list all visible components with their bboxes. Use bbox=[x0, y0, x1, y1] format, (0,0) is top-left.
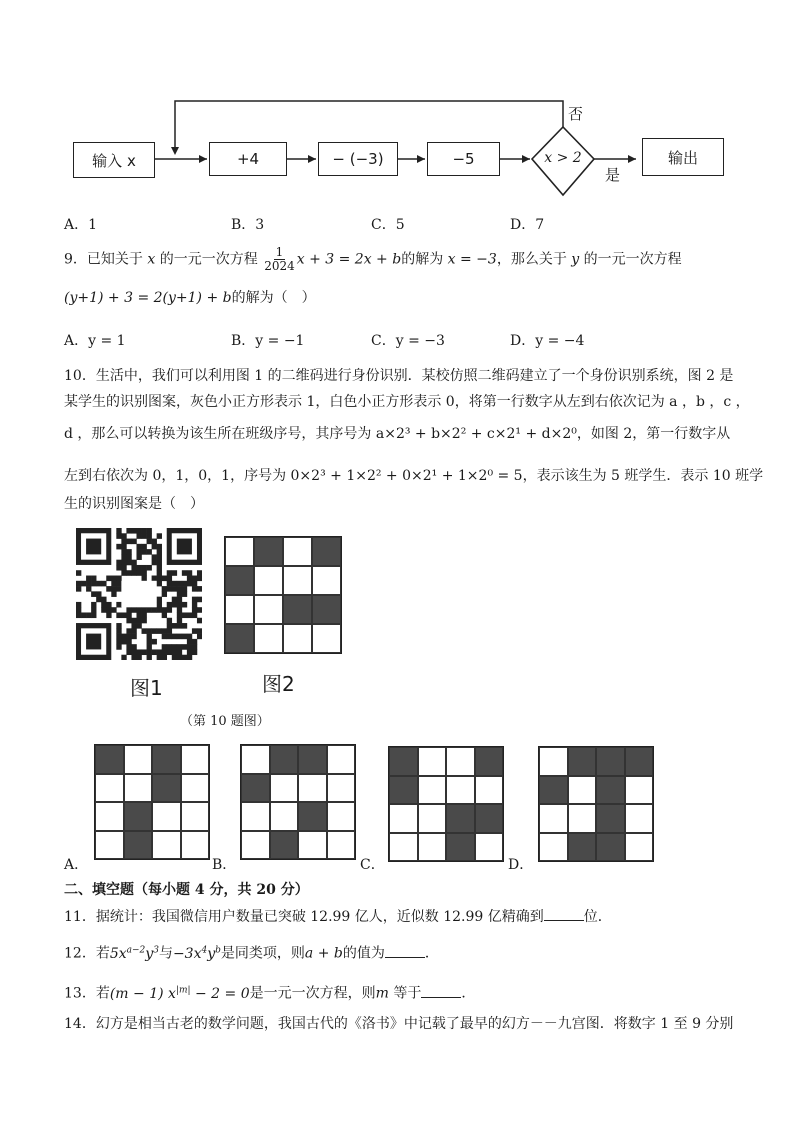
option-b-cell-white bbox=[327, 802, 356, 831]
option-c-cell-gray bbox=[389, 747, 418, 776]
option-d-cell-white bbox=[625, 804, 654, 833]
q10-line1: 10．生活中，我们可以利用图 1 的二维码进行身份识别．某校仿照二维码建立了一个身份识别系统，图 2 是 bbox=[64, 368, 734, 384]
q9-option-d[interactable]: D．y = −4 bbox=[510, 333, 585, 349]
fig-caption: （第 10 题图） bbox=[180, 714, 270, 729]
option-b-cell-white bbox=[298, 831, 327, 860]
fig2-cell-white bbox=[283, 624, 312, 653]
option-a-cell-white bbox=[124, 745, 153, 774]
q12: 12．若$5x^{a-2}y^3$与$-3x^4y^b$是同类项，则a + b的值为 ． bbox=[64, 940, 439, 964]
option-b-cell-white bbox=[270, 802, 299, 831]
option-d-cell-white bbox=[625, 776, 654, 805]
option-a-cell-gray bbox=[152, 774, 181, 803]
fig2-cell-white bbox=[254, 595, 283, 624]
fig2-pattern-grid bbox=[224, 536, 342, 654]
fig2-cell-white bbox=[283, 537, 312, 566]
fig2-cell-white bbox=[312, 566, 341, 595]
q9-option-c[interactable]: C．y = −3 bbox=[371, 333, 445, 349]
option-b-cell-white bbox=[241, 745, 270, 774]
q10-option-b-label[interactable]: B． bbox=[212, 857, 237, 873]
q8-option-d[interactable]: D．7 bbox=[510, 217, 545, 233]
option-d-cell-gray bbox=[568, 833, 597, 862]
option-d-cell-gray bbox=[625, 747, 654, 776]
option-b-cell-white bbox=[298, 774, 327, 803]
fig2-cell-white bbox=[225, 537, 254, 566]
option-c-cell-white bbox=[418, 833, 447, 862]
option-d-cell-gray bbox=[596, 776, 625, 805]
option-b-cell-white bbox=[241, 831, 270, 860]
flowchart-lines bbox=[0, 0, 794, 220]
option-d-cell-white bbox=[568, 776, 597, 805]
yes-label: 是 bbox=[605, 166, 621, 184]
q10-option-d-label[interactable]: D． bbox=[508, 857, 534, 873]
decision-condition: x > 2 bbox=[544, 150, 582, 166]
option-b-cell-gray bbox=[270, 831, 299, 860]
option-d-cell-gray bbox=[539, 776, 568, 805]
q8-option-a[interactable]: A．1 bbox=[64, 217, 98, 233]
option-a-cell-white bbox=[95, 774, 124, 803]
q10-line4: 左到右依次为 0，1，0，1，序号为 0×2³ + 1×2² + 0×2¹ + 1×2⁰ = 5，表示该生为 5 班学生．表示 10 班学 bbox=[64, 468, 764, 484]
option-c-cell-white bbox=[418, 776, 447, 805]
fig2-cell-white bbox=[254, 624, 283, 653]
no-label: 否 bbox=[568, 105, 584, 123]
option-c-cell-gray bbox=[446, 804, 475, 833]
fig2-label: 图2 bbox=[262, 672, 295, 696]
option-b-cell-gray bbox=[270, 745, 299, 774]
option-d-cell-white bbox=[568, 804, 597, 833]
fig2-cell-white bbox=[283, 566, 312, 595]
minus-neg-three-box: − (−3) bbox=[318, 142, 398, 176]
option-d-cell-gray bbox=[568, 747, 597, 776]
fig2-cell-white bbox=[312, 624, 341, 653]
option-d-cell-white bbox=[539, 747, 568, 776]
option-c-cell-white bbox=[446, 747, 475, 776]
option-b-cell-white bbox=[270, 774, 299, 803]
option-c-cell-white bbox=[418, 747, 447, 776]
q10-line2: 某学生的识别图案，灰色小正方形表示 1，白色小正方形表示 0，将第一行数字从左到右依次记为 a ，b ，c ， bbox=[64, 394, 750, 410]
option-c-cell-gray bbox=[475, 747, 504, 776]
option-a-cell-white bbox=[95, 802, 124, 831]
fig2-cell-gray bbox=[283, 595, 312, 624]
q8-option-b[interactable]: B．3 bbox=[231, 217, 265, 233]
fig2-cell-white bbox=[254, 566, 283, 595]
option-c-cell-white bbox=[389, 804, 418, 833]
q9-option-b[interactable]: B．y = −1 bbox=[231, 333, 305, 349]
option-a-cell-white bbox=[124, 774, 153, 803]
option-c-cell-white bbox=[475, 776, 504, 805]
q9-line1: 9．已知关于 x 的一元一次方程 $\frac{1}{2024}$ x + 3 = 2x + b的解为 x = −3，那么关于 y 的一元一次方程 bbox=[64, 245, 682, 273]
fig2-cell-gray bbox=[225, 566, 254, 595]
option-c-cell-white bbox=[389, 833, 418, 862]
fig1-label: 图1 bbox=[130, 676, 163, 700]
q11: 11．据统计：我国微信用户数量已突破 12.99 亿人，近似数 12.99 亿精确到 位． bbox=[64, 906, 612, 927]
option-a-cell-white bbox=[181, 774, 210, 803]
qr-code-figure bbox=[76, 528, 202, 660]
minus-five-box: −5 bbox=[427, 142, 500, 176]
option-b-cell-white bbox=[241, 802, 270, 831]
add-four-box: +4 bbox=[209, 142, 287, 176]
option-a-cell-gray bbox=[124, 802, 153, 831]
output-box: 输出 bbox=[642, 138, 724, 176]
option-d-cell-white bbox=[625, 833, 654, 862]
q8-option-c[interactable]: C．5 bbox=[371, 217, 405, 233]
q9-fraction: $\frac{1}{2024}$ bbox=[264, 245, 295, 273]
option-c-cell-gray bbox=[446, 833, 475, 862]
option-a-cell-white bbox=[181, 831, 210, 860]
option-a-cell-gray bbox=[95, 745, 124, 774]
option-b-cell-white bbox=[327, 745, 356, 774]
q9-option-a[interactable]: A．y = 1 bbox=[64, 333, 126, 349]
option-c-cell-white bbox=[418, 804, 447, 833]
q10-option-c-grid[interactable] bbox=[388, 746, 504, 862]
option-b-cell-gray bbox=[298, 745, 327, 774]
section2-title: 二、填空题（每小题 4 分，共 20 分） bbox=[64, 882, 309, 898]
q10-option-d-grid[interactable] bbox=[538, 746, 654, 862]
input-box: 输入 x bbox=[73, 142, 155, 178]
option-a-cell-gray bbox=[124, 831, 153, 860]
q13: 13．若(m − 1) $x^{|m|} - 2 = 0$是一元一次方程，则m 等于 ． bbox=[64, 980, 475, 1004]
option-a-cell-white bbox=[152, 802, 181, 831]
option-d-cell-gray bbox=[596, 747, 625, 776]
option-a-cell-white bbox=[95, 831, 124, 860]
q10-option-a-grid[interactable] bbox=[94, 744, 210, 860]
option-b-cell-white bbox=[327, 774, 356, 803]
fig2-cell-gray bbox=[254, 537, 283, 566]
fig2-cell-gray bbox=[312, 595, 341, 624]
q11-answer-blank[interactable] bbox=[544, 906, 584, 921]
fig2-cell-gray bbox=[225, 624, 254, 653]
q10-option-a-label[interactable]: A． bbox=[64, 857, 89, 873]
option-a-cell-white bbox=[181, 802, 210, 831]
q10-option-b-grid[interactable] bbox=[240, 744, 356, 860]
option-d-cell-white bbox=[539, 804, 568, 833]
option-c-cell-gray bbox=[475, 804, 504, 833]
option-b-cell-white bbox=[327, 831, 356, 860]
option-d-cell-gray bbox=[596, 833, 625, 862]
fig2-cell-gray bbox=[312, 537, 341, 566]
q10-line3: d ，那么可以转换为该生所在班级序号，其序号为 a×2³ + b×2² + c×2¹ + d×2⁰，如图 2，第一行数字从 bbox=[64, 426, 731, 442]
q9-line2: (y+1) + 3 = 2(y+1) + b的解为（ ） bbox=[64, 290, 316, 306]
q12-answer-blank[interactable] bbox=[385, 943, 425, 958]
option-a-cell-gray bbox=[152, 745, 181, 774]
option-b-cell-gray bbox=[298, 802, 327, 831]
option-c-cell-gray bbox=[389, 776, 418, 805]
option-d-cell-gray bbox=[596, 804, 625, 833]
option-c-cell-white bbox=[475, 833, 504, 862]
q10-line5: 生的识别图案是（ ） bbox=[64, 496, 204, 512]
option-c-cell-white bbox=[446, 776, 475, 805]
q14: 14．幻方是相当古老的数学问题，我国古代的《洛书》中记载了最早的幻方－－九宫图．将数字 1 至 9 分别 bbox=[64, 1016, 734, 1032]
option-a-cell-white bbox=[181, 745, 210, 774]
fig2-cell-white bbox=[225, 595, 254, 624]
option-a-cell-white bbox=[152, 831, 181, 860]
q13-answer-blank[interactable] bbox=[421, 983, 461, 998]
option-d-cell-white bbox=[539, 833, 568, 862]
q10-option-c-label[interactable]: C． bbox=[360, 857, 385, 873]
option-b-cell-gray bbox=[241, 774, 270, 803]
